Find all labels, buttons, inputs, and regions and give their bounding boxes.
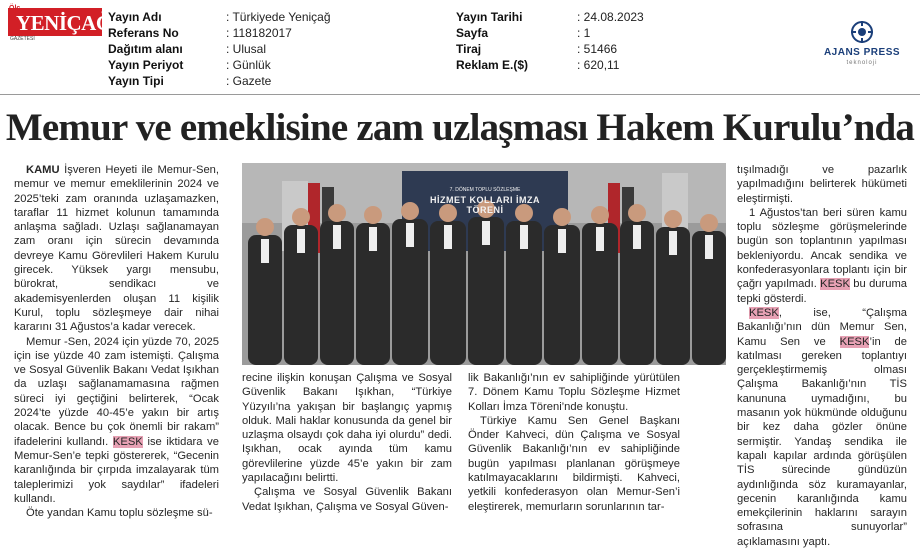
meta-value: : Gazete <box>226 74 272 88</box>
meta-label: Referans No <box>108 26 179 40</box>
meta-row <box>108 73 438 89</box>
meta-label: Yayın Adı <box>108 10 162 24</box>
meta-row <box>456 41 676 57</box>
paragraph-text: , ise, “Çalışma Bakanlığı’nın dün Memur Sen, Kamu Sen ve <box>737 306 907 348</box>
article-column-1 <box>14 163 219 520</box>
meta-row <box>108 57 438 73</box>
article-photo <box>242 163 726 365</box>
highlighted-keyword: KESK <box>112 435 143 448</box>
article-paragraph <box>14 335 219 507</box>
paragraph-text: İşveren Heyeti ile Memur-Sen, memur ve memur emeklilerinin 2024 ve 2025’teki zam oranında uzlaşamazken, taraflar 11 hizmet kolunun tamamında anlaşma sağladı. Uzlaşı sağlanamayan zam oranı için sürecin devamında devreye Kamu Görevlileri Hakem Kurulu girecek. Yüksek yargı mensubu, bürokrat, sendikacı ve akademisyenlerden oluşan 11 kişilik Kurul, toplu sözleşmeye dair nihai kararını 31 Ağustos’a kadar verecek. <box>14 164 219 334</box>
meta-value: : 118182017 <box>226 26 292 40</box>
article-paragraph: Öte yandan Kamu toplu sözleşme sü- <box>26 507 213 520</box>
publication-metadata-left <box>108 9 438 89</box>
logo-subtitle: GAZETESİ <box>10 36 35 42</box>
highlighted-keyword: KESK <box>839 335 870 348</box>
article-paragraph <box>737 306 907 549</box>
paragraph-text: 1 Ağustos’tan beri süren kamu toplu sözleşme görüşmelerinde bugün son toplantının yapılması bekleniyordu. Ancak sendika ve konfederasyonlara toplantı için bir çağrı yapılmadı. <box>737 206 907 291</box>
newspaper-logo <box>8 5 112 42</box>
article-column-3 <box>468 371 680 514</box>
meta-row <box>108 25 438 41</box>
meta-value: : 24.08.2023 <box>577 10 644 24</box>
meta-value: : Günlük <box>226 58 271 72</box>
ajans-press-tagline: teknoloji <box>846 60 878 66</box>
article-headline: Memur ve emeklisine zam uzlaşması Hakem Kurulu’nda <box>5 106 915 149</box>
ceremony-sign-line-2: HİZMET KOLLARI İMZA TÖRENİ <box>430 195 540 215</box>
header-divider <box>0 94 920 95</box>
article-column-4 <box>737 163 907 549</box>
ajans-press-logo <box>812 20 912 70</box>
ceremony-sign <box>416 187 554 227</box>
meta-row <box>456 57 676 73</box>
article-paragraph: tışılmadığı ve pazarlık yapılmadığını belirterek hükümeti eleştirmişti. <box>737 164 907 205</box>
meta-label: Tiraj <box>456 42 482 56</box>
meta-row <box>108 9 438 25</box>
meta-value: : 1 <box>577 26 591 40</box>
meta-label: Dağıtım alanı <box>108 42 183 56</box>
meta-label: Sayfa <box>456 26 489 40</box>
meta-value: : 620,11 <box>577 58 620 72</box>
meta-row <box>456 25 676 41</box>
paragraph-text: ’in de katılması gereken toplantıyı gerçekleştirmemiş olması Çalışma Bakanlığı’nın TİS kanununa uymadığını, bu masanın yok hükmünde olduğunu bir kez daha gözler önüne sermiştir. Yandaş sendika ile kapalı kapılar ardında görüşülen TİS sürecinde gündüzün aydınlığında söz kuramayanlar, gecenin karanlığında kamu emekçilerinin haklarını sarayın sofrasına sunuyorlar” açıklamasını yaptı. <box>737 335 907 548</box>
lead-word: KAMU <box>26 164 60 176</box>
article-paragraph: Çalışma ve Sosyal Güvenlik Bakanı Vedat Işıkhan, Çalışma ve Sosyal Güven- <box>242 486 452 513</box>
article-paragraph <box>14 163 219 335</box>
meta-value: : Ulusal <box>226 42 267 56</box>
article-column-2 <box>242 371 452 514</box>
ajans-press-emblem-icon <box>850 20 874 44</box>
meta-row <box>108 41 438 57</box>
meta-label: Yayın Periyot <box>108 58 184 72</box>
highlighted-keyword: KESK <box>820 278 850 291</box>
article-paragraph: lik Bakanlığı’nın ev sahipliğinde yürütülen 7. Dönem Kamu Toplu Sözleşme Hizmet Kolları İmza Töreni’nde konuştu. <box>468 372 680 413</box>
highlighted-keyword: KESK <box>749 306 779 319</box>
meta-value: : 51466 <box>577 42 618 56</box>
paragraph-text: Memur -Sen, 2024 için yüzde 70, 2025 için ise yüzde 40 zam istemişti. Çalışma ve Sosyal Güvenlik Bakanı Vedat Işıkhan da uzlaşı sağlanamamasına rağmen süreci iyi geçtiğini belirterek, “Ocak 2024’te yüzde 40-45’e yakın bir artış olacak. Bence bu çok önemli bir rakam” ifadelerini kullandı. <box>14 335 219 448</box>
meta-label: Reklam E.($) <box>456 58 529 72</box>
meta-value: : Türkiyede Yeniçağ <box>226 10 331 24</box>
paragraph-text: bu duruma tepki gösterdi. <box>737 278 907 305</box>
logo-name: YENİÇAĞ <box>16 11 112 35</box>
ajans-press-name: AJANS PRESS <box>823 47 901 58</box>
publication-metadata-right <box>456 9 676 73</box>
article-paragraph <box>737 206 907 306</box>
logo-small-text: Ölç <box>9 5 21 12</box>
paragraph-text: ise iktidara ve Memur-Sen’e tepki göstererek, “Gecenin karanlığında bir çırpıda imzalayarak tüm taleplerimizi yok saydılar” ifadeleri kullandı. <box>14 435 219 505</box>
meta-label: Yayın Tipi <box>108 74 164 88</box>
meta-row <box>456 9 676 25</box>
article-paragraph: recine ilişkin konuşan Çalışma ve Sosyal Güvenlik Bakanı Işıkhan, “Türkiye Yüzyılı’na yakışan bir başlangıç yapmış olduk. Mali haklar konusunda da genel bir uzlaşma olsaydı çok daha iyi olurdu” dedi. Işıkhan, ocak ayında tüm kamu görevlilerine yüzde 45’e yakın bir zam yapılacağını belirtti. <box>242 372 452 485</box>
article-paragraph: Türkiye Kamu Sen Genel Başkanı Önder Kahveci, dün Çalışma ve Sosyal Güvenlik Bakanlığı’nın ev sahipliğinde bugün yapılması planlanan görüşmeye katılmayacaklarını bildirmişti. Kahveci, yetkili konfederasyon olan Memur-Sen’i eleştirerek, memurların sorunlarının tar- <box>468 414 680 513</box>
meta-label: Yayın Tarihi <box>456 10 523 24</box>
ceremony-sign-line-1: 7. DÖNEM TOPLU SÖZLEŞME <box>449 187 521 193</box>
